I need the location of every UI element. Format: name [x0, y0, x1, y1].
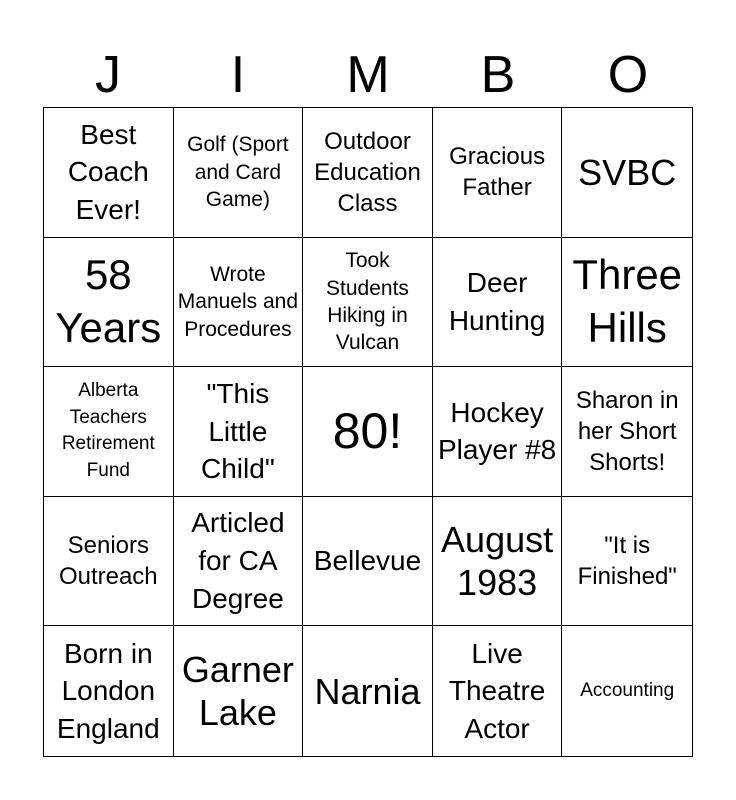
bingo-cell[interactable]: Wrote Manuels and Procedures	[174, 238, 304, 368]
bingo-cell[interactable]: Alberta Teachers Retirement Fund	[44, 367, 174, 497]
bingo-cell[interactable]: Gracious Father	[433, 108, 563, 238]
bingo-cell[interactable]: Took Students Hiking in Vulcan	[303, 238, 433, 368]
bingo-cell[interactable]: Live Theatre Actor	[433, 626, 563, 756]
bingo-cell[interactable]: Outdoor Education Class	[303, 108, 433, 238]
header-letter-b: B	[480, 46, 516, 104]
bingo-cell[interactable]: SVBC	[562, 108, 692, 238]
header-letter-i: I	[230, 46, 246, 104]
bingo-cell[interactable]: Sharon in her Short Shorts!	[562, 367, 692, 497]
bingo-header	[43, 44, 693, 106]
bingo-cell[interactable]: Bellevue	[303, 497, 433, 627]
header-letter-o: O	[607, 46, 649, 104]
bingo-cell[interactable]: 58 Years	[44, 238, 174, 368]
bingo-cell[interactable]: Best Coach Ever!	[44, 108, 174, 238]
bingo-cell[interactable]: "It is Finished"	[562, 497, 692, 627]
bingo-cell[interactable]: Hockey Player #8	[433, 367, 563, 497]
bingo-cell[interactable]: Three Hills	[562, 238, 692, 368]
bingo-cell[interactable]: Garner Lake	[174, 626, 304, 756]
header-letter-j: J	[95, 46, 121, 104]
header-letter-m: M	[346, 46, 390, 104]
bingo-cell[interactable]: August 1983	[433, 497, 563, 627]
bingo-cell[interactable]: Born in London England	[44, 626, 174, 756]
bingo-cell[interactable]: Seniors Outreach	[44, 497, 174, 627]
bingo-cell[interactable]: Articled for CA Degree	[174, 497, 304, 627]
bingo-cell[interactable]: Golf (Sport and Card Game)	[174, 108, 304, 238]
free-space[interactable]: 80!	[303, 367, 433, 497]
bingo-board	[43, 107, 693, 757]
bingo-cell[interactable]: Deer Hunting	[433, 238, 563, 368]
bingo-cell[interactable]: Narnia	[303, 626, 433, 756]
bingo-cell[interactable]: Accounting	[580, 679, 675, 701]
bingo-cell[interactable]: "This Little Child"	[174, 367, 304, 497]
